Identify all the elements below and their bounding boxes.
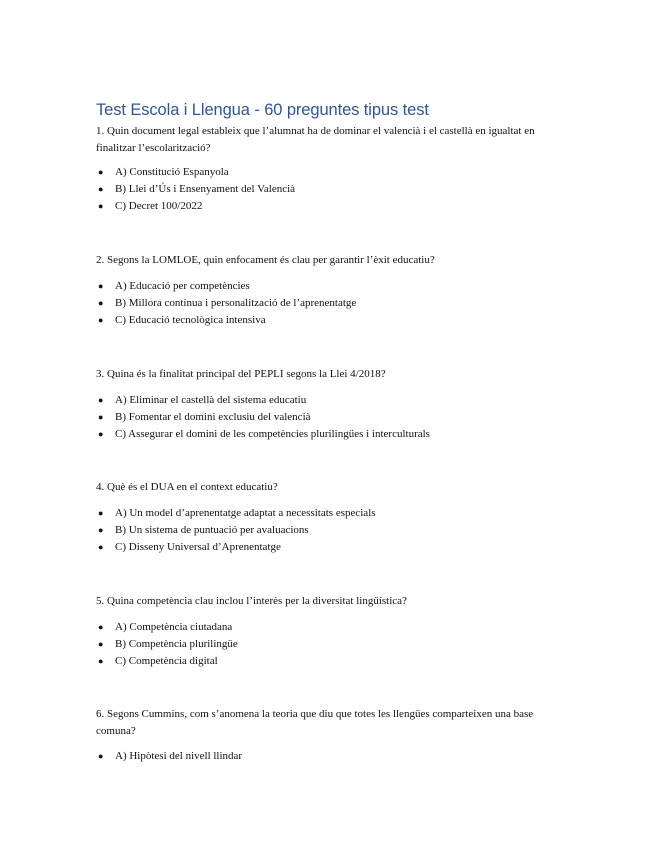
question-3-text: 3. Quina és la finalitat principal del PEPLI segons la Llei 4/2018? (96, 368, 386, 380)
question-1-text: 1. Quin document legal estableix que l’alumnat ha de dominar el valencià i el castellà en igualtat en finalitzar l’escolarització? (96, 125, 535, 154)
question-5-options (96, 619, 238, 670)
option-text: B) Llei d’Ús i Ensenyament del Valencià (115, 183, 296, 195)
list-item (96, 748, 242, 765)
list-item (96, 505, 376, 522)
option-text: A) Un model d’aprenentatge adaptat a necessitats especials (115, 507, 376, 519)
list-item (96, 619, 238, 636)
bullet-icon: ● (98, 639, 104, 649)
list-item (96, 539, 376, 556)
document-title: Test Escola i Llengua - 60 preguntes tipus test (96, 101, 429, 119)
question-5-text: 5. Quina competència clau inclou l’interès per la diversitat lingüística? (96, 595, 407, 607)
question-2-text: 2. Segons la LOMLOE, quin enfocament és clau per garantir l’èxit educatiu? (96, 254, 435, 266)
option-text: C) Competència digital (115, 655, 218, 667)
question-6-options (96, 748, 242, 765)
option-text: A) Constitució Espanyola (115, 166, 229, 178)
list-item (96, 653, 238, 670)
question-1-options (96, 164, 295, 215)
question-2-options (96, 278, 356, 329)
list-item (96, 278, 356, 295)
option-text: C) Decret 100/2022 (115, 200, 203, 212)
list-item (96, 295, 356, 312)
list-item (96, 164, 295, 181)
list-item (96, 636, 238, 653)
list-item (96, 392, 430, 409)
list-item (96, 409, 430, 426)
bullet-icon: ● (98, 525, 104, 535)
question-3-options (96, 392, 430, 443)
bullet-icon: ● (98, 429, 104, 439)
question-4-text: 4. Què és el DUA en el context educatiu? (96, 481, 278, 493)
option-text: C) Assegurar el domini de les competències plurilingües i interculturals (115, 428, 430, 440)
bullet-icon: ● (98, 622, 104, 632)
bullet-icon: ● (98, 201, 104, 211)
list-item (96, 312, 356, 329)
bullet-icon: ● (98, 281, 104, 291)
bullet-icon: ● (98, 412, 104, 422)
option-text: A) Competència ciutadana (115, 621, 233, 633)
option-text: A) Hipòtesi del nivell llindar (115, 750, 243, 762)
option-text: C) Disseny Universal d’Aprenentatge (115, 541, 281, 553)
list-item (96, 426, 430, 443)
option-text: B) Millora contínua i personalització de l’aprenentatge (115, 297, 357, 309)
option-text: A) Educació per competències (115, 280, 250, 292)
bullet-icon: ● (98, 167, 104, 177)
bullet-icon: ● (98, 542, 104, 552)
bullet-icon: ● (98, 751, 104, 761)
option-text: B) Un sistema de puntuació per avaluacions (115, 524, 309, 536)
bullet-icon: ● (98, 298, 104, 308)
question-6-text: 6. Segons Cummins, com s’anomena la teoria que diu que totes les llengües comparteixen una base comuna? (96, 708, 534, 737)
option-text: A) Eliminar el castellà del sistema educatiu (115, 394, 307, 406)
bullet-icon: ● (98, 395, 104, 405)
list-item (96, 522, 376, 539)
bullet-icon: ● (98, 315, 104, 325)
question-4-options (96, 505, 376, 556)
bullet-icon: ● (98, 184, 104, 194)
option-text: B) Competència plurilingüe (115, 638, 238, 650)
bullet-icon: ● (98, 508, 104, 518)
bullet-icon: ● (98, 656, 104, 666)
list-item (96, 198, 295, 215)
option-text: B) Fomentar el domini exclusiu del valencià (115, 411, 311, 423)
list-item (96, 181, 295, 198)
option-text: C) Educació tecnològica intensiva (115, 314, 266, 326)
